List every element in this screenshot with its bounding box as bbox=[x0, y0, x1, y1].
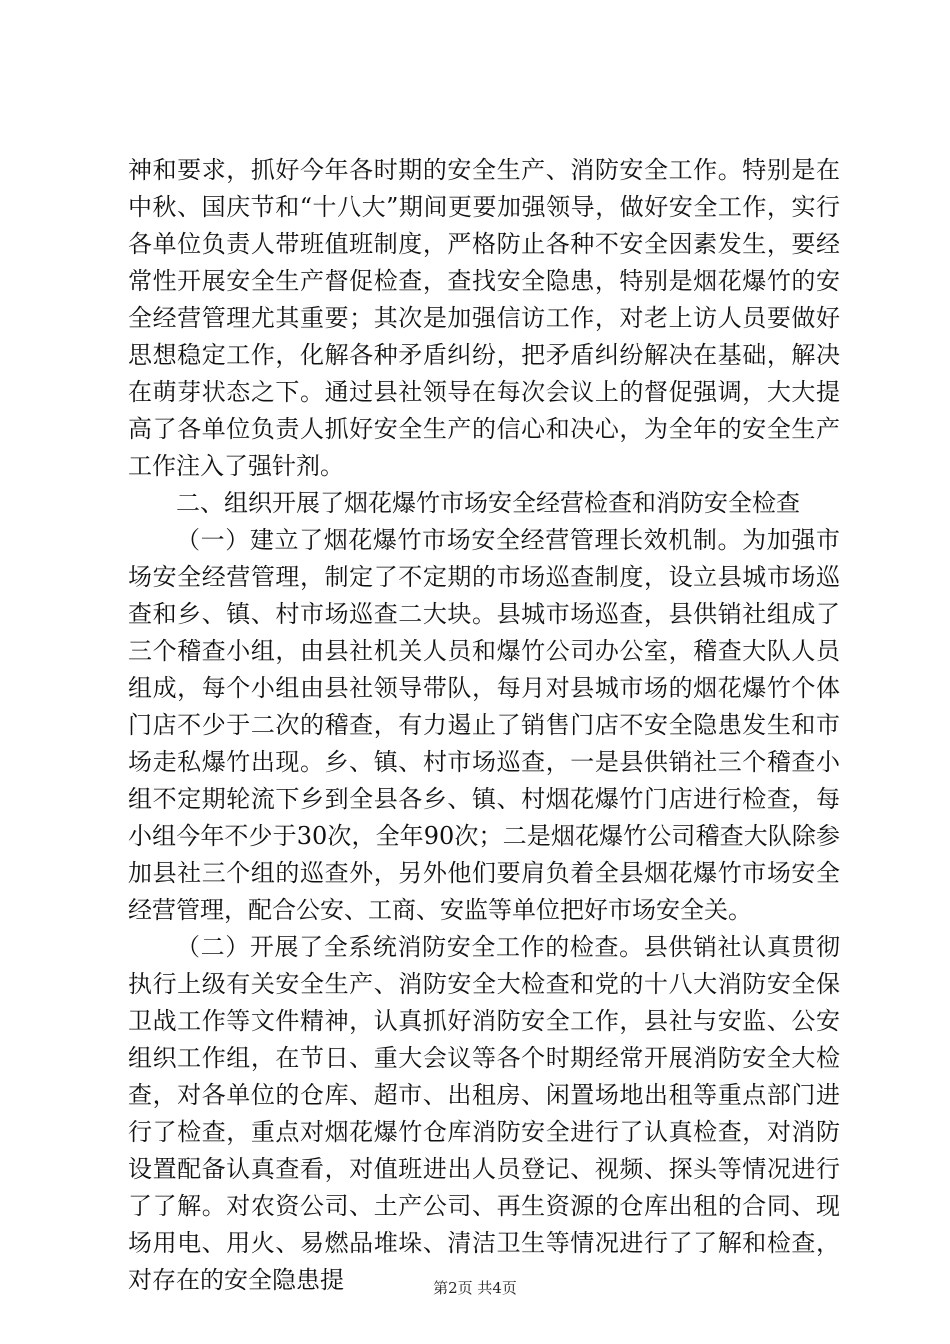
section-heading: 二、组织开展了烟花爆竹市场安全经营检查和消防安全检查 bbox=[176, 489, 800, 517]
document-body bbox=[128, 152, 840, 1299]
page-number-footer: 第2页 共4页 bbox=[433, 1279, 517, 1297]
paragraph-subsection-2: （二）开展了全系统消防安全工作的检查。县供销社认真贯彻执行上级有关安全生产、消防安全大检查和党的十八大消防安全保卫战工作等文件精神，认真抓好消防安全工作，县社与安监、公安组织工作组，在节日、重大会议等各个时期经常开展消防安全大检查，对各单位的仓库、超市、出租房、闲置场地出租等重点部门进行了检查，重点对烟花爆竹仓库消防安全进行了认真检查，对消防设置配备认真查看，对值班进出人员登记、视频、探头等情况进行了了解。对农资公司、土产公司、再生资源的仓库出租的合同、现场用电、用火、易燃品堆垛、清洁卫生等情况进行了了解和检查，对存在的安全隐患提 bbox=[128, 933, 840, 1294]
paragraph-subsection-1: （一）建立了烟花爆竹市场安全经营管理长效机制。为加强市场安全经营管理，制定了不定期的市场巡查制度，设立县城市场巡查和乡、镇、村市场巡查二大块。县城市场巡查，县供销社组成了三个稽查小组，由县社机关人员和爆竹公司办公室，稽查大队人员组成，每个小组由县社领导带队，每月对县城市场的烟花爆竹个体门店不少于二次的稽查，有力遏止了销售门店不安全隐患发生和市场走私爆竹出现。乡、镇、村市场巡查，一是县供销社三个稽查小组不定期轮流下乡到全县各乡、镇、村烟花爆竹门店进行检查，每小组今年不少于30次，全年90次；二是烟花爆竹公司稽查大队除参加县社三个组的巡查外，另外他们要肩负着全县烟花爆竹市场安全经营管理，配合公安、工商、安监等单位把好市场安全关。 bbox=[128, 526, 840, 924]
paragraph-continuation: 神和要求，抓好今年各时期的安全生产、消防安全工作。特别是在中秋、国庆节和“十八大”期间更要加强领导，做好安全工作，实行各单位负责人带班值班制度，严格防止各种不安全因素发生，要经常性开展安全生产督促检查，查找安全隐患，特别是烟花爆竹的安全经营管理尤其重要；其次是加强信访工作，对老上访人员要做好思想稳定工作，化解各种矛盾纠纷，把矛盾纠纷解决在基础，解决在萌芽状态之下。通过县社领导在每次会议上的督促强调，大大提高了各单位负责人抓好安全生产的信心和决心，为全年的安全生产工作注入了强针剂。 bbox=[128, 156, 840, 480]
